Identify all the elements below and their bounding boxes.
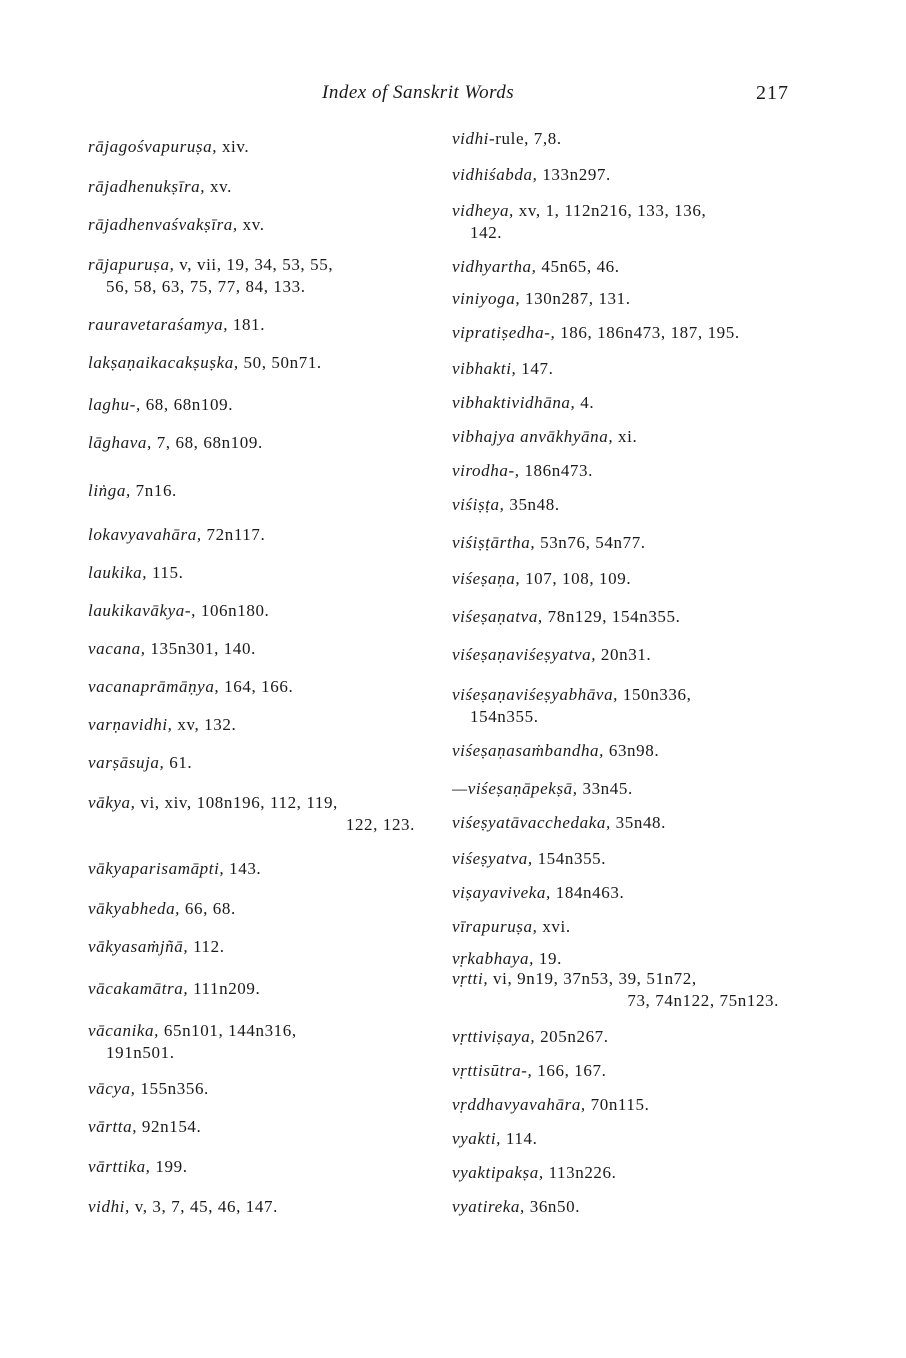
index-term: rājadhenvaśvakṣīra, <box>88 215 238 234</box>
index-references: 205n267. <box>540 1027 609 1046</box>
index-entry <box>88 1020 297 1064</box>
index-entry <box>88 1078 209 1100</box>
index-references: xv, 1, 112n216, 133, 136, <box>518 201 707 220</box>
index-term: vacanaprāmāṇya, <box>88 677 220 696</box>
index-references: 20n31. <box>600 645 652 664</box>
index-references: 155n356. <box>140 1079 209 1098</box>
index-references: 106n180. <box>200 601 270 620</box>
index-references: 4. <box>580 393 595 412</box>
index-references: vi, xiv, 108n196, 112, 119, <box>140 793 338 812</box>
index-references: 199. <box>155 1157 188 1176</box>
index-references: 135n301, 140. <box>150 639 256 658</box>
index-term: vipratiṣedha-, <box>452 323 556 342</box>
index-references-continued: 122, 123. <box>345 815 415 834</box>
index-references: 35n48. <box>615 813 667 832</box>
index-term: vyaktipakṣa, <box>452 1163 544 1182</box>
index-entry <box>88 1196 278 1218</box>
index-entry <box>88 432 263 454</box>
index-references: 68, 68n109. <box>145 395 234 414</box>
index-entry <box>88 792 415 836</box>
index-references: 111n209. <box>193 979 261 998</box>
index-entry <box>452 848 606 870</box>
index-entry <box>452 740 659 762</box>
index-term: viṣayaviveka, <box>452 883 551 902</box>
index-entry <box>452 494 560 516</box>
index-entry <box>88 254 333 298</box>
index-term: lāghava, <box>88 433 152 452</box>
index-references: 186, 186n473, 187, 195. <box>560 323 740 342</box>
index-entry <box>452 392 594 414</box>
index-references-continued: 56, 58, 63, 75, 77, 84, 133. <box>106 277 306 296</box>
index-term: viśiṣṭa, <box>452 495 505 514</box>
index-entry <box>452 968 779 1012</box>
index-term: viśiṣṭārtha, <box>452 533 536 552</box>
index-term: vidhiśabda, <box>452 165 538 184</box>
index-term: laghu-, <box>88 395 141 414</box>
index-entry <box>88 898 236 920</box>
index-entry <box>452 948 562 970</box>
index-term: vidheya, <box>452 201 514 220</box>
index-references: rule, 7,8. <box>495 129 562 148</box>
index-term: vṛttiviṣaya, <box>452 1027 536 1046</box>
index-references: xiv. <box>221 137 250 156</box>
index-term: vācya, <box>88 1079 136 1098</box>
index-entry <box>452 358 553 380</box>
index-entry <box>452 200 706 244</box>
index-references: 33n45. <box>582 779 633 798</box>
index-references: 78n129, 154n355. <box>547 607 681 626</box>
index-references: 53n76, 54n77. <box>540 533 646 552</box>
index-references: 115. <box>151 563 184 582</box>
index-term: rājagośvapuruṣa, <box>88 137 218 156</box>
index-entry <box>452 568 631 590</box>
index-references: 150n336, <box>622 685 692 704</box>
index-entry <box>88 136 249 158</box>
index-entry <box>88 562 183 584</box>
index-term: lokavyavahāra, <box>88 525 202 544</box>
index-references-continued: 154n355. <box>470 707 539 726</box>
index-term: viśeṣyatva, <box>452 849 533 868</box>
index-entry <box>452 128 562 150</box>
index-entry <box>452 164 611 186</box>
running-header-title: Index of Sanskrit Words <box>322 82 515 103</box>
index-entry <box>88 214 265 236</box>
index-entry <box>452 1094 649 1116</box>
index-term: —viśeṣaṇāpekṣā, <box>452 779 578 798</box>
index-entry <box>88 352 322 374</box>
index-term: varṇavidhi, <box>88 715 173 734</box>
index-references: 143. <box>229 859 262 878</box>
index-references: 7, 68, 68n109. <box>156 433 263 452</box>
index-term: vacana, <box>88 639 146 658</box>
index-entry <box>88 752 192 774</box>
index-references: 61. <box>169 753 193 772</box>
index-term: rājapuruṣa, <box>88 255 175 274</box>
index-references: xvi. <box>542 917 571 936</box>
index-references: 70n115. <box>590 1095 650 1114</box>
index-references: 107, 108, 109. <box>525 569 632 588</box>
index-references: xi. <box>618 427 638 446</box>
index-entry <box>88 978 260 1000</box>
index-references: 130n287, 131. <box>525 289 631 308</box>
index-references: 7n16. <box>135 481 177 500</box>
index-references: 50, 50n71. <box>243 353 322 372</box>
index-entry <box>88 600 269 622</box>
index-entry <box>88 1116 201 1138</box>
index-term: liṅga, <box>88 481 131 500</box>
index-term: rājadhenukṣīra, <box>88 177 206 196</box>
index-term: vākyasaṁjñā, <box>88 937 189 956</box>
index-references: 92n154. <box>141 1117 202 1136</box>
index-references: 113n226. <box>548 1163 617 1182</box>
index-references-continued: 73, 74n122, 75n123. <box>627 991 779 1010</box>
index-references: v, 3, 7, 45, 46, 147. <box>134 1197 278 1216</box>
index-entry <box>452 288 631 310</box>
index-term: viśeṣaṇatva, <box>452 607 543 626</box>
index-entry <box>452 532 646 554</box>
index-term: vidhi- <box>452 129 496 148</box>
index-references: vi, 9n19, 37n53, 39, 51n72, <box>493 969 697 988</box>
index-entry <box>452 460 593 482</box>
index-term: vīrapuruṣa, <box>452 917 538 936</box>
index-term: vākya, <box>88 793 136 812</box>
index-references: v, vii, 19, 34, 53, 55, <box>179 255 334 274</box>
index-references: xv. <box>242 215 265 234</box>
index-entry <box>88 638 256 660</box>
index-term: vibhaktividhāna, <box>452 393 576 412</box>
index-references: 147. <box>521 359 554 378</box>
index-term: vibhakti, <box>452 359 517 378</box>
index-term: viśeṣaṇa, <box>452 569 521 588</box>
index-entry <box>452 426 637 448</box>
index-references: 66, 68. <box>184 899 236 918</box>
index-references: 166, 167. <box>537 1061 607 1080</box>
index-entry <box>88 394 233 416</box>
index-term: virodha-, <box>452 461 520 480</box>
index-term: varṣāsuja, <box>88 753 165 772</box>
index-term: vārttika, <box>88 1157 151 1176</box>
index-term: vyakti, <box>452 1129 502 1148</box>
index-term: viśeṣaṇaviśeṣyabhāva, <box>452 685 619 704</box>
index-term: rauravetaraśamya, <box>88 315 229 334</box>
index-term: vṛttisūtra-, <box>452 1061 533 1080</box>
index-references: 36n50. <box>529 1197 581 1216</box>
index-term: vibhajya anvākhyāna, <box>452 427 614 446</box>
index-entry <box>88 1156 188 1178</box>
index-references: 184n463. <box>555 883 625 902</box>
index-references: 133n297. <box>542 165 611 184</box>
index-references: 63n98. <box>608 741 660 760</box>
index-references-continued: 191n501. <box>106 1043 175 1062</box>
index-entry <box>452 1196 580 1218</box>
index-references: 19. <box>538 949 562 968</box>
index-term: vṛtti, <box>452 969 489 988</box>
index-entry <box>88 936 225 958</box>
index-references: 154n355. <box>537 849 607 868</box>
index-entry <box>452 1060 606 1082</box>
index-references-continued: 142. <box>470 223 503 242</box>
index-term: vidhi, <box>88 1197 130 1216</box>
index-references: 164, 166. <box>224 677 294 696</box>
index-entry <box>452 644 651 666</box>
index-entry <box>88 676 293 698</box>
index-entry <box>88 714 236 736</box>
index-references: 114. <box>505 1129 538 1148</box>
index-term: vṛddhavyavahāra, <box>452 1095 586 1114</box>
index-entry <box>88 858 261 880</box>
index-term: vārtta, <box>88 1117 138 1136</box>
index-entry <box>452 1026 609 1048</box>
index-term: laukika, <box>88 563 148 582</box>
index-references: 186n473. <box>524 461 593 480</box>
index-entry <box>88 480 177 502</box>
index-entry <box>452 322 740 344</box>
index-term: lakṣaṇaikacakṣuṣka, <box>88 353 239 372</box>
index-entry <box>452 882 624 904</box>
index-term: vācakamātra, <box>88 979 189 998</box>
index-references: xv, 132. <box>177 715 237 734</box>
index-term: viśeṣyatāvacchedaka, <box>452 813 611 832</box>
index-entry <box>452 1128 537 1150</box>
index-entry <box>452 256 620 278</box>
index-references: 181. <box>232 315 266 334</box>
index-term: viśeṣaṇaviśeṣyatva, <box>452 645 597 664</box>
index-references: xv. <box>210 177 232 196</box>
index-entry <box>452 606 680 628</box>
index-entry <box>88 524 265 546</box>
index-references: 112. <box>193 937 225 956</box>
index-references: 35n48. <box>509 495 560 514</box>
index-term: vyatireka, <box>452 1197 525 1216</box>
index-term: laukikavākya-, <box>88 601 196 620</box>
index-term: vācanika, <box>88 1021 160 1040</box>
index-references: 45n65, 46. <box>541 257 620 276</box>
index-term: vākyabheda, <box>88 899 181 918</box>
index-entry <box>452 812 666 834</box>
index-entry <box>452 1162 616 1184</box>
index-term: vidhyartha, <box>452 257 537 276</box>
index-entry <box>452 778 633 800</box>
index-term: vākyaparisamāpti, <box>88 859 225 878</box>
index-references: 72n117. <box>206 525 266 544</box>
index-entry <box>88 314 265 336</box>
index-entry <box>452 684 691 728</box>
index-entry <box>88 176 232 198</box>
index-term: vṛkabhaya, <box>452 949 535 968</box>
page-number: 217 <box>756 82 789 104</box>
index-entry <box>452 916 571 938</box>
index-references: 65n101, 144n316, <box>163 1021 297 1040</box>
index-term: viśeṣaṇasaṁbandha, <box>452 741 604 760</box>
index-term: viniyoga, <box>452 289 521 308</box>
